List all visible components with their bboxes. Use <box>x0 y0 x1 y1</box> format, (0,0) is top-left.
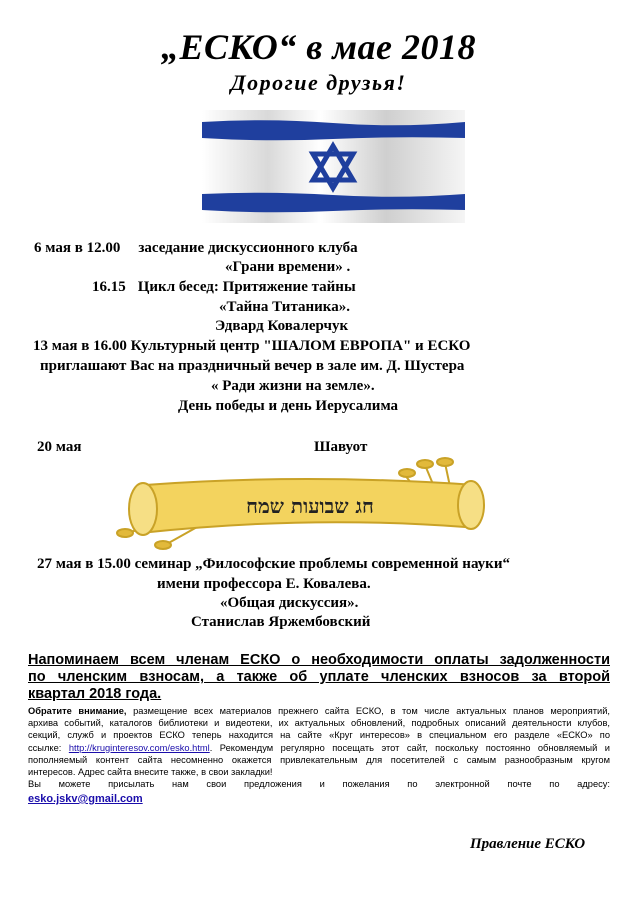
email-link[interactable]: esko.jskv@gmail.com <box>28 793 143 805</box>
info-text: пополняемый контент сайта несомненно окажется привлекательным для посетителей с самым разнообразным кругом <box>28 754 610 765</box>
event-line: имени профессора Е. Ковалева. <box>157 576 371 592</box>
page-title: „ЕСКО“ в мае 2018 <box>161 27 476 67</box>
scroll-greeting: חג שבועות שמח <box>246 494 374 518</box>
signature: Правление ЕСКО <box>470 836 586 852</box>
israeli-flag-image <box>202 110 465 223</box>
info-text: интересов. Адрес сайта внесите также, в свои закладки! <box>28 767 273 778</box>
shavuot-scroll-image <box>105 455 505 550</box>
event-line: 27 мая в 15.00 семинар „Философские проблемы современной науки“ <box>37 556 510 572</box>
payment-reminder <box>28 652 610 703</box>
event-speaker: Станислав Яржембовский <box>191 614 371 630</box>
event-name: «Общая дискуссия». <box>220 595 359 611</box>
event-name: «Тайна Титаника». <box>219 299 350 315</box>
event-name: « Ради жизни на земле». <box>211 378 375 394</box>
info-text: . Рекомендум регулярно посещать этот сайт, поскольку постоянно обновляемый и <box>209 742 610 753</box>
event-speaker: Эдвард Ковалерчук <box>215 318 349 334</box>
event-name: Шавуот <box>314 439 368 455</box>
info-lead: Обратите внимание, <box>28 706 127 716</box>
event-date: 20 мая <box>37 439 82 455</box>
event-time: 16.15 <box>92 279 126 295</box>
info-text: секций, служб и проектов ЕСКО теперь находится на сайте «Круг интересов» в специальном его разделе «ЕСКО» по <box>28 730 610 741</box>
info-text: ссылке: <box>28 742 62 753</box>
event-line: День победы и день Иерусалима <box>178 398 399 414</box>
site-link[interactable]: http://kruginteresov.com/esko.html <box>68 742 210 753</box>
event-description: заседание дискуссионного клуба <box>138 240 358 256</box>
page-subtitle: Дорогие друзья! <box>230 70 407 95</box>
event-line: приглашают Вас на праздничный вечер в зале им. Д. Шустера <box>40 358 465 374</box>
info-text: размещение всех материалов прежнего сайта ЕСКО, в том числе актуальных планов мероприятий, <box>133 706 610 716</box>
reminder-line: квартал 2018 года. <box>28 686 162 702</box>
reminder-line: по членским взносам, а также об уплате членских взносов за второй <box>28 669 610 685</box>
event-description: Цикл бесед: Притяжение тайны <box>137 279 356 295</box>
reminder-line: Напоминаем всем членам ЕСКО о необходимости оплаты задолженности <box>28 652 610 668</box>
event-date: 6 мая в 12.00 <box>34 240 121 256</box>
info-text: архива событий, каталогов библиотеки и видеотеки, их актуальных обновлений, подробных описаний деятельности клубов, <box>28 718 610 729</box>
event-name: «Грани времени» . <box>225 259 351 275</box>
info-text: Вы можете присылать нам свои предложения и пожелания по электронной почте по адресу: <box>28 779 610 790</box>
event-line: 13 мая в 16.00 Культурный центр "ШАЛОМ ЕВРОПА" и ЕСКО <box>33 338 471 354</box>
site-info-paragraph <box>28 705 610 790</box>
